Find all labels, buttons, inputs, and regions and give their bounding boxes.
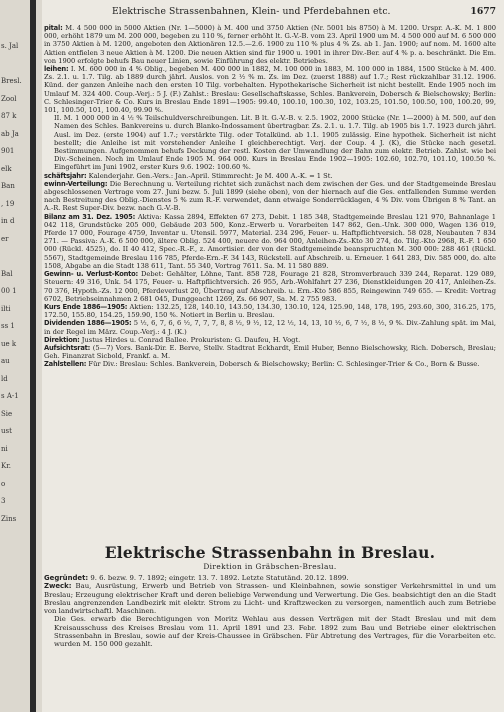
paragraph-label: Kurs Ende 1886—1905: xyxy=(44,302,128,311)
gutter-text-fragment: Kr. xyxy=(1,462,12,470)
paragraph xyxy=(44,180,496,213)
running-title: Elektrische Strassenbahnen, Klein- und Pferdebahnen etc. xyxy=(112,6,391,17)
gutter-text-fragment: 87 k xyxy=(1,112,17,120)
gutter-text-fragment: elk xyxy=(1,164,12,173)
paragraph-label: Dividenden 1886—1905: xyxy=(44,319,132,328)
paragraph-text: 5 ½, 6, 7, 6, 6 ½, 7, 7, 7, 8, 8 ½, 9 ½, 12, 12 ½, 14, 13, 10 ½, 6, 7 ½, 8 ½, 9 %. Div.-Zahlung spät. im Mai, in der Regel im März. Coup.-Verj.: 4 J. (K.) xyxy=(44,319,496,336)
gutter-text-fragment: Ban xyxy=(1,182,15,190)
gutter-text-fragment: 901 xyxy=(1,147,15,155)
section-subtitle: Direktion in Gräbschen-Breslau. xyxy=(203,562,337,571)
gutter-text-fragment: ld xyxy=(1,374,8,383)
gutter-text-fragment: ust xyxy=(1,427,12,435)
paragraph-text: Für Div.: Breslau: Schles. Bankverein, Dobersch & Bielschowsky; Berlin: C. Schlesinger-Trier & Co., Born & Busse. xyxy=(86,360,480,369)
paragraph xyxy=(44,582,496,615)
paragraph-text: Kalenderjahr. Gen.-Vers.: Jan.-April. Stimmrecht: Je M. 400 A.-K. = 1 St. xyxy=(86,171,333,180)
gutter-text-fragment: Sie xyxy=(1,409,13,418)
paragraph-label: Zweck: xyxy=(44,582,72,591)
paragraph xyxy=(44,615,496,648)
gutter-text-fragment: , 19 xyxy=(1,199,15,208)
section-title: Elektrische Strassenbahn in Breslau. xyxy=(104,543,436,562)
page-number: 1677 xyxy=(470,6,496,17)
paragraph xyxy=(44,319,496,335)
company-entry-body xyxy=(44,24,496,369)
paragraph-label: schäftsjahr: xyxy=(44,171,87,180)
section-body xyxy=(44,574,496,649)
gutter-text-fragment: au xyxy=(1,357,10,365)
paragraph-text: Aktiva: Kassa 2894, Effekten 67 273, Debit. 1 185 348, Stadtgemeinde Breslau 121 970, Bahnanlage 1 042 118, Grundstücke 205 000, Gebäude 203 500, Konz.-Erwerb u. Vorarbeiten 147 862, Gen.-Unk. 300 000, Wagen 136 019, Pferde 17 000, Fourage 4759, Inventar u. Utensil. 5977, Material. 234 296, Feuer- u. Haftpflichtversich. 58 028, Neubauten 7 834 271. — Passiva: A.-K. 6 500 000, ältere Oblig. 524 400, neuere do. 964 000, Anleihen-Zs.-Kto 30 274, do. Tilg.-Kto 2968, R.-F. 1 650 000 (Rückl. 4525), do. II 40 412, Spec.-R.-F., z. Amortisier. der von der Stadtgemeinde beanspruchten M. 300 000: 288 461 (Rückl. 5567), Stadtgemeinde Breslau 116 785, Pferde-Ern.-F. 34 143, Rückstell. auf Abschreib. u. Erneuer. 1 641 283, Div. 585 000, do. alte 1508, Abgabe an die Stadt 138 611, Tant. 55 340, Vortrag 7611. Sa. M. 11 580 889. xyxy=(44,212,497,270)
paragraph-text: M. 4 500 000 in 5000 Aktien (Nr. 1—5000) à M. 400 und 3750 Aktien (Nr. 5001 bis 8750) à M. 1200. Urspr. A.-K. M. 1 800 000, erhöht 1879 um M. 200 000, begeben zu 110 %, ferner erhöht lt. G.-V.-B. vom 23. April 1900 um M. 4 500 000 auf M. 6 500 000 in 3750 Aktien à M. 1200, angeboten den Aktionären 12.5.—2.6. 1900 zu 110 % plus 4 % Zs. ab 1. Jan. 1900; auf nom. M. 1600 alte Aktien entfielen 3 neue Aktien à M. 1200. Die neuen Aktien sind für 1900 u. 1901 in ihrer Div.-Ber. auf 4 % p. a. beschränkt. Die Em. von 1900 erfolgte behufs Bau neuer Linien, sowie Einführung des elektr. Betriebes. xyxy=(44,24,496,65)
paragraph-label: Aufsichtsrat: xyxy=(44,343,91,352)
gutter-text-fragment: o xyxy=(1,479,6,488)
paragraph xyxy=(44,270,496,303)
gutter-text-fragment: in d xyxy=(1,217,15,225)
paragraph xyxy=(44,336,496,344)
paragraph xyxy=(44,360,496,368)
gutter-text-fragment: Zins xyxy=(1,514,17,523)
paragraph-text: 9. 6. bezw. 9. 7. 1892; eingetr. 13. 7. 1892. Letzte Statutänd. 20.12. 1899. xyxy=(88,574,349,582)
paragraph xyxy=(44,303,496,319)
paragraph-text: Die Berechnung u. Verteilung richtet sich zunächst nach dem zwischen der Ges. und der Stadtgemeinde Breslau abgeschlossenen Vertrage vom 27. Juni bezw. 5. Juli 1899 (siehe oben), von der hiernach auf die Ges. entfallenden Summe werden nach Bestreitung des Oblig.-Dienstes 5 % zum R.-F. verwendet, dann etwaige Sonderrücklagen, 4 % Div. vom Übrigen 8 % Tant. an A.-R. Rest Super-Div. bezw. nach G.-V.-B. xyxy=(44,179,496,213)
paragraph-text: II. M. 1 000 000 in 4 ½ % Teilschuldverschreibungen. Lit. B lt. G.-V.-B. v. 2.5. 1902, 2000 Stücke (Nr. 1—2000) à M. 500, auf den Namen des Schles. Bankvereins u. durch Blanko-Indossament übertragbar. Zs. 2.1. u. 1.7. Tilg. ab 1905 bis 1.7. 1923 durch jährl. Ausl. im Dez. (erste 1904) auf 1.7.; verstärkte Tilg. oder Totalkünd. ab 1.1. 1905 zulässig. Eine hypothek. Sicherheit ist nicht bestellt; die Anleihe ist mit vorstehender Anleihe I gleichberechtigt. Verj. der Coup. 4 J. (K), die Stücke nach gesetzl. Bestimmungen. Aufgenommen behufs Deckung der restl. Kosten der Umwandlung der Bahn zum elektr. Betrieb. Zahlst. wie bei Div.-Scheinen. Noch im Umlauf Ende 1905 M. 964 000. Kurs in Breslau Ende 1902—1905: 102.60, 102.70, 101.10, 100.50 %. Eingeführt im Juni 1902, erster Kurs 9.6. 1902: 100.60 %. xyxy=(54,114,496,172)
paragraph-text: Die Ges. erwarb die Berechtigungen von Moritz Wehlau aus dessen Verträgen mit der Stadt Breslau und mit dem Kreisausschuss des Kreises Breslau vom 11. April 1891 und 23. Febr. 1892 zum Bau und Betriebe einer elektrischen Strassenbahn in Breslau, sowie auf der Kreis-Chaussee in Gräbschen. Für Abtretung des Vertrages, für die Vorarbeiten etc. wurden M. 150 000 gezahlt. xyxy=(54,615,496,649)
gutter-text-fragment: Zool xyxy=(1,94,17,103)
paragraph xyxy=(44,344,496,360)
page-header xyxy=(100,6,500,20)
paragraph-label: leihen: xyxy=(44,65,69,74)
gutter-text-fragment: ue k xyxy=(1,339,17,348)
paragraph-label: Gegründet: xyxy=(44,574,89,582)
gutter-text-fragment: er xyxy=(1,234,9,243)
gutter-text-fragment: ss 1 xyxy=(1,322,15,330)
paragraph-label: Gewinn- u. Verlust-Konto: xyxy=(44,270,139,279)
gutter-text-fragment: ab Ja xyxy=(1,129,19,138)
paragraph-text: Bau, Ausrüstung, Erwerb und Betrieb von Strassen- und Kleinbahnen, sowie sonstiger Verkehrsmittel in und um Breslau; Erzeugung elektrischer Kraft und deren beliebige Verwendung und Verwertung. Die Ges. beabsichtigt den an die Stadt Breslau angrenzenden Landbezirk mit elektr. Strom zu Licht- und Kraftzwecken zu versorgen, namentlich auch zum Betriebe von landwirtschaftl. Maschinen. xyxy=(44,582,496,616)
paragraph-text: Aktien: 132.25, 128, 140.10, 143.50, 134.30, 130.10, 124, 125.90, 148, 178, 195, 293.60, 300, 316.25, 175, 172.50, 155.80, 154.25, 159.90, 150 %. Notiert in Berlin u. Breslau. xyxy=(44,302,496,320)
gutter-text-fragment: 3 xyxy=(1,497,6,505)
paragraph-label: ewinn-Verteilung: xyxy=(44,179,108,188)
paragraph xyxy=(44,114,496,171)
paragraph xyxy=(44,213,496,270)
gutter-text-fragment: Bal xyxy=(1,269,13,278)
paragraph-text: (5—7) Vors. Bank-Dir. E. Berve, Stellv. Stadtrat Eckhardt, Emil Huber, Benno Bielschowsky, Rich. Dobersch, Breslau; Geh. Finanzrat Sicbold, Frankf. a. M. xyxy=(44,343,496,361)
gutter-text-fragment: 00 1 xyxy=(1,287,17,295)
paragraph xyxy=(44,24,496,65)
paragraph-label: pital: xyxy=(44,24,63,32)
paragraph xyxy=(44,172,496,180)
paragraph-label: Direktion: xyxy=(44,335,80,344)
gutter-text-fragment: ni xyxy=(1,444,8,453)
paragraph-text: I. M. 600 000 in 4 % Oblig., begeben M. 400 000 in 1882, M. 100 000 in 1883, M. 100 000 in 1884, 1500 Stücke à M. 400. Zs. 2.1. u. 1.7. Tilg. ab 1889 durch jährl. Auslos. von 2 ½ % m. Zs. im Dez. (zuerst 1888) auf 1.7.; Rest rückzahlbar 31.12. 1906. Künd. der ganzen Anleihe nach den ersten 10 Tilg. vorbehalten. Hypothekarische Sicherheit ist nicht bestellt. Ende 1905 noch im Umlauf M. 324 400. Coup.-Verj.: 5 J. (F.) Zahlst.: Breslau: Gesellschaftskasse, Schles. Bankverein, Dobersch & Bielschowsky; Berlin: C. Schlesinger-Trier & Co. Kurs in Breslau Ende 1891—1905: 99.40, 100.10, 100.30, 102, 103.25, 101.50, 100.50, 100, 100.20, 99, 101, 100.50, 101, 100.40, 99.90 %. xyxy=(44,65,496,115)
gutter-text-fragment: Bresl. xyxy=(1,77,22,85)
paragraph-text: Debet: Gehälter, Löhne, Tant. 858 728, Fourage 21 828, Stromverbrauch 339 244, Reparat. 129 089, Steuern: 49 316, Unk. 54 175, Feuer- u. Haftpflichtversich. 26 955, Arb.-Wohlfahrt 27 236, Dienstkleidungen 20 417, Anleihen-Zs. 70 376, Hypoth.-Zs. 12 000, Pferdeverlust 20, Übertrag auf Abschreib. u. Ern.-Kto 586 855, Reingewinn 749 655. — Kredit: Vortrag 6702, Betriebseinnahmen 2 681 045, Dunggeacht 1269, Zs. 66 907, Sa. M. 2 755 983. xyxy=(44,270,496,303)
paragraph xyxy=(44,574,496,582)
paragraph-label: Bilanz am 31. Dez. 1905: xyxy=(44,212,136,221)
paragraph xyxy=(44,65,496,114)
paragraph-label: Zahlstellen: xyxy=(44,360,87,369)
left-page-gutter xyxy=(0,0,42,712)
paragraph-text: Justus Hirdes u. Conrad Ballee. Prokuristen: G. Daufeu, H. Vogt. xyxy=(79,335,301,344)
gutter-text-fragment: ilti xyxy=(1,304,11,313)
gutter-text-fragment: s A-1 xyxy=(1,392,19,400)
binding-rule xyxy=(30,0,36,712)
gutter-text-fragment: s. Jal xyxy=(1,42,19,50)
